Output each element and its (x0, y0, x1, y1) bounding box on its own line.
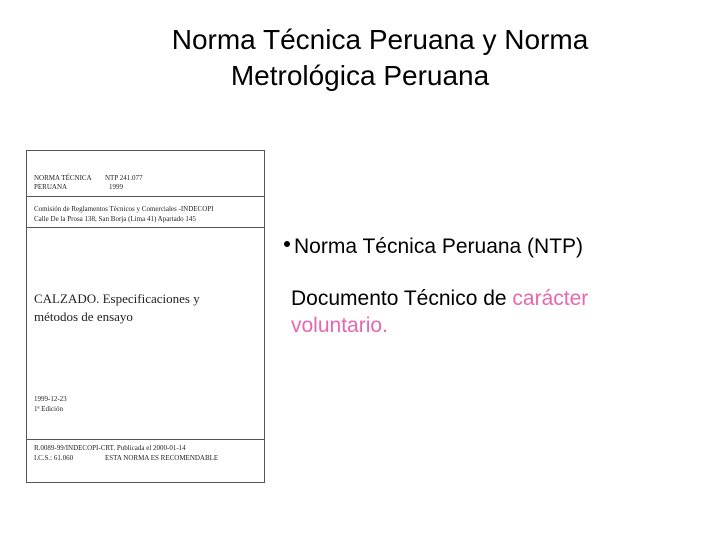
doc-divider (27, 439, 264, 440)
doc-main-title (34, 290, 244, 326)
doc-footer-status: ESTA NORMA ES RECOMENDABLE (105, 454, 219, 462)
doc-header-right-1: NTP 241.077 (105, 174, 143, 182)
doc-committee-line-1: Comisión de Reglamentos Técnicos y Comerciales -INDECOPI (34, 205, 214, 213)
description-highlight-2: voluntario. (291, 314, 388, 337)
description-plain: Documento Técnico de (291, 287, 513, 310)
doc-header-left-2: PERUANA (34, 183, 68, 191)
doc-footer-line-1: R.0089-99/INDECOPI-CRT. Publicada el 2000-01-14 (34, 444, 186, 452)
bullet-text: Norma Técnica Peruana (NTP) (294, 235, 584, 258)
doc-committee-line-2: Calle De la Prosa 138, San Borja (Lima 41) Apartado 145 (34, 215, 196, 223)
bullet-item (284, 232, 583, 262)
doc-edition: 1ª Edición (34, 405, 63, 413)
slide-title-line-1: Norma Técnica Peruana y Norma (171, 24, 589, 55)
slide-title (0, 22, 720, 94)
doc-date: 1999-12-23 (34, 395, 67, 403)
slide-title-line-2: Metrológica Peruana (230, 60, 490, 91)
doc-main-title-bold: CALZADO. (34, 291, 100, 306)
bullet-icon (284, 241, 290, 247)
doc-footer-ics: I.C.S.: 61.060 (34, 454, 74, 462)
doc-main-title-rest: Especificaciones y métodos de ensayo (34, 291, 200, 324)
description (291, 285, 711, 339)
doc-header-right-2: 1999 (109, 183, 123, 191)
doc-divider (27, 227, 264, 228)
doc-header-left-1: NORMA TÉCNICA (34, 174, 92, 182)
standard-document-cover (26, 150, 265, 483)
doc-divider (27, 196, 264, 197)
description-highlight-1: carácter (512, 287, 589, 310)
